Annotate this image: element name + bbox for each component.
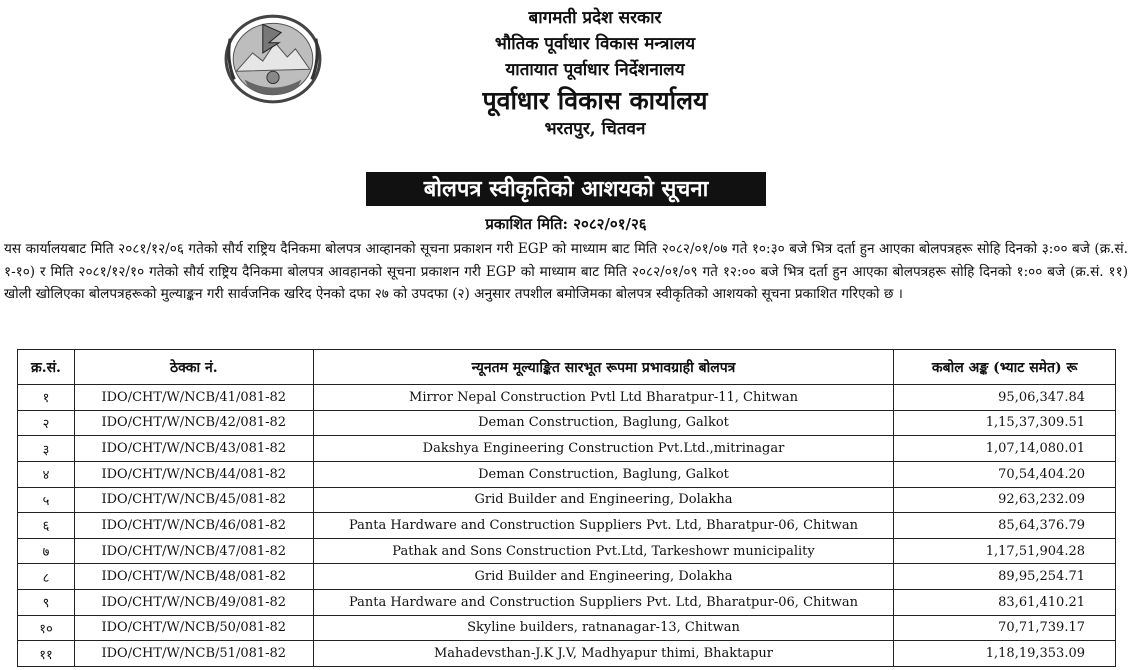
contract-cell: IDO/CHT/W/NCB/43/081-82 bbox=[74, 436, 313, 462]
serial-cell: ३ bbox=[18, 436, 75, 462]
header-contract-no: ठेक्का नं. bbox=[74, 350, 313, 385]
letterhead bbox=[330, 10, 860, 138]
amount-cell: 85,64,376.79 bbox=[894, 513, 1116, 539]
header-amount: कबोल अङ्क (भ्याट समेत) रू bbox=[894, 350, 1116, 385]
table-row bbox=[18, 436, 1116, 462]
serial-cell: ४ bbox=[18, 461, 75, 487]
amount-cell: 70,54,404.20 bbox=[894, 461, 1116, 487]
serial-cell: २ bbox=[18, 410, 75, 436]
bidder-cell: Panta Hardware and Construction Suppliers Pvt. Ltd, Bharatpur-06, Chitwan bbox=[313, 513, 894, 539]
bidder-cell: Dakshya Engineering Construction Pvt.Ltd.,mitrinagar bbox=[313, 436, 894, 462]
bidder-cell: Mirror Nepal Construction Pvtl Ltd Bharatpur-11, Chitwan bbox=[313, 385, 894, 411]
table-row bbox=[18, 461, 1116, 487]
table-row bbox=[18, 385, 1116, 411]
table-row bbox=[18, 410, 1116, 436]
published-date: प्रकाशित मिति: २०८२/०१/२६ bbox=[485, 215, 647, 233]
notice-title: बोलपत्र स्वीकृतिको आशयको सूचना bbox=[366, 172, 766, 206]
table-row bbox=[18, 641, 1116, 667]
contract-cell: IDO/CHT/W/NCB/51/081-82 bbox=[74, 641, 313, 667]
bidder-cell: Deman Construction, Baglung, Galkot bbox=[313, 410, 894, 436]
bidder-cell: Deman Construction, Baglung, Galkot bbox=[313, 461, 894, 487]
contract-cell: IDO/CHT/W/NCB/50/081-82 bbox=[74, 615, 313, 641]
province-government: बागमती प्रदेश सरकार bbox=[528, 8, 662, 28]
contract-cell: IDO/CHT/W/NCB/47/081-82 bbox=[74, 538, 313, 564]
office-location: भरतपुर, चितवन bbox=[544, 119, 646, 139]
table-header-row bbox=[18, 350, 1116, 385]
office-name: पूर्वाधार विकास कार्यालय bbox=[482, 86, 708, 115]
serial-cell: ५ bbox=[18, 487, 75, 513]
contract-cell: IDO/CHT/W/NCB/42/081-82 bbox=[74, 410, 313, 436]
amount-cell: 89,95,254.71 bbox=[894, 564, 1116, 590]
table-row bbox=[18, 590, 1116, 616]
bidder-cell: Mahadevsthan-J.K J.V, Madhyapur thimi, Bhaktapur bbox=[313, 641, 894, 667]
serial-cell: ८ bbox=[18, 564, 75, 590]
amount-cell: 92,63,232.09 bbox=[894, 487, 1116, 513]
amount-cell: 83,61,410.21 bbox=[894, 590, 1116, 616]
nepal-emblem-icon bbox=[222, 8, 324, 106]
contract-cell: IDO/CHT/W/NCB/46/081-82 bbox=[74, 513, 313, 539]
table-row bbox=[18, 513, 1116, 539]
header-serial: क्र.सं. bbox=[18, 350, 75, 385]
bidder-cell: Grid Builder and Engineering, Dolakha bbox=[313, 487, 894, 513]
serial-cell: १० bbox=[18, 615, 75, 641]
bid-table bbox=[17, 349, 1116, 667]
table-row bbox=[18, 487, 1116, 513]
header-bidder: न्यूनतम मूल्याङ्कित सारभूत रूपमा प्रभावग्राही बोलपत्र bbox=[313, 350, 894, 385]
directorate-name: यातायात पूर्वाधार निर्देशनालय bbox=[505, 60, 685, 80]
intro-paragraph: यस कार्यालयबाट मिति २०८१/१२/०६ गतेको सौर्य राष्ट्रिय दैनिकमा बोलपत्र आव्हानको सूचना प्रकाशन गरी EGP को माध्याम बाट मिति २०८२/०१/०७ गते १०:३० बजे भित्र दर्ता हुन आएका बोलपत्रहरू सोहि दिनको ३:०० बजे (क्र.सं. १-१०) र मिति २०८१/१२/१० गतेको सौर्य राष्ट्रिय दैनिकमा बोलपत्र आवहानको सूचना प्रकाशन गरी EGP को माध्याम बाट मिति २०८२/०१/०९ गते १२:०० बजे भित्र दर्ता हुन आएका बोलपत्रहरू सोहि दिनको १:०० बजे (क्र.सं. ११) खोली खोलिएका बोलपत्रहरूको मुल्याङ्कन गरी सार्वजनिक खरिद ऐनको दफा २७ को उपदफा (२) अनुसार तपशील बमोजिमका बोलपत्र स्वीकृतिको आशयको सूचना प्रकाशित गरिएको छ । bbox=[4, 241, 1128, 302]
serial-cell: ७ bbox=[18, 538, 75, 564]
contract-cell: IDO/CHT/W/NCB/41/081-82 bbox=[74, 385, 313, 411]
serial-cell: ६ bbox=[18, 513, 75, 539]
amount-cell: 1,07,14,080.01 bbox=[894, 436, 1116, 462]
contract-cell: IDO/CHT/W/NCB/48/081-82 bbox=[74, 564, 313, 590]
serial-cell: १ bbox=[18, 385, 75, 411]
serial-cell: ११ bbox=[18, 641, 75, 667]
amount-cell: 1,18,19,353.09 bbox=[894, 641, 1116, 667]
contract-cell: IDO/CHT/W/NCB/44/081-82 bbox=[74, 461, 313, 487]
serial-cell: ९ bbox=[18, 590, 75, 616]
bidder-cell: Grid Builder and Engineering, Dolakha bbox=[313, 564, 894, 590]
amount-cell: 1,17,51,904.28 bbox=[894, 538, 1116, 564]
contract-cell: IDO/CHT/W/NCB/45/081-82 bbox=[74, 487, 313, 513]
table-row bbox=[18, 538, 1116, 564]
table-row bbox=[18, 615, 1116, 641]
contract-cell: IDO/CHT/W/NCB/49/081-82 bbox=[74, 590, 313, 616]
bidder-cell: Skyline builders, ratnanagar-13, Chitwan bbox=[313, 615, 894, 641]
bidder-cell: Pathak and Sons Construction Pvt.Ltd, Tarkeshowr municipality bbox=[313, 538, 894, 564]
table-row bbox=[18, 564, 1116, 590]
ministry-name: भौतिक पूर्वाधार विकास मन्त्रालय bbox=[494, 34, 696, 54]
bidder-cell: Panta Hardware and Construction Suppliers Pvt. Ltd, Bharatpur-06, Chitwan bbox=[313, 590, 894, 616]
amount-cell: 95,06,347.84 bbox=[894, 385, 1116, 411]
amount-cell: 70,71,739.17 bbox=[894, 615, 1116, 641]
amount-cell: 1,15,37,309.51 bbox=[894, 410, 1116, 436]
